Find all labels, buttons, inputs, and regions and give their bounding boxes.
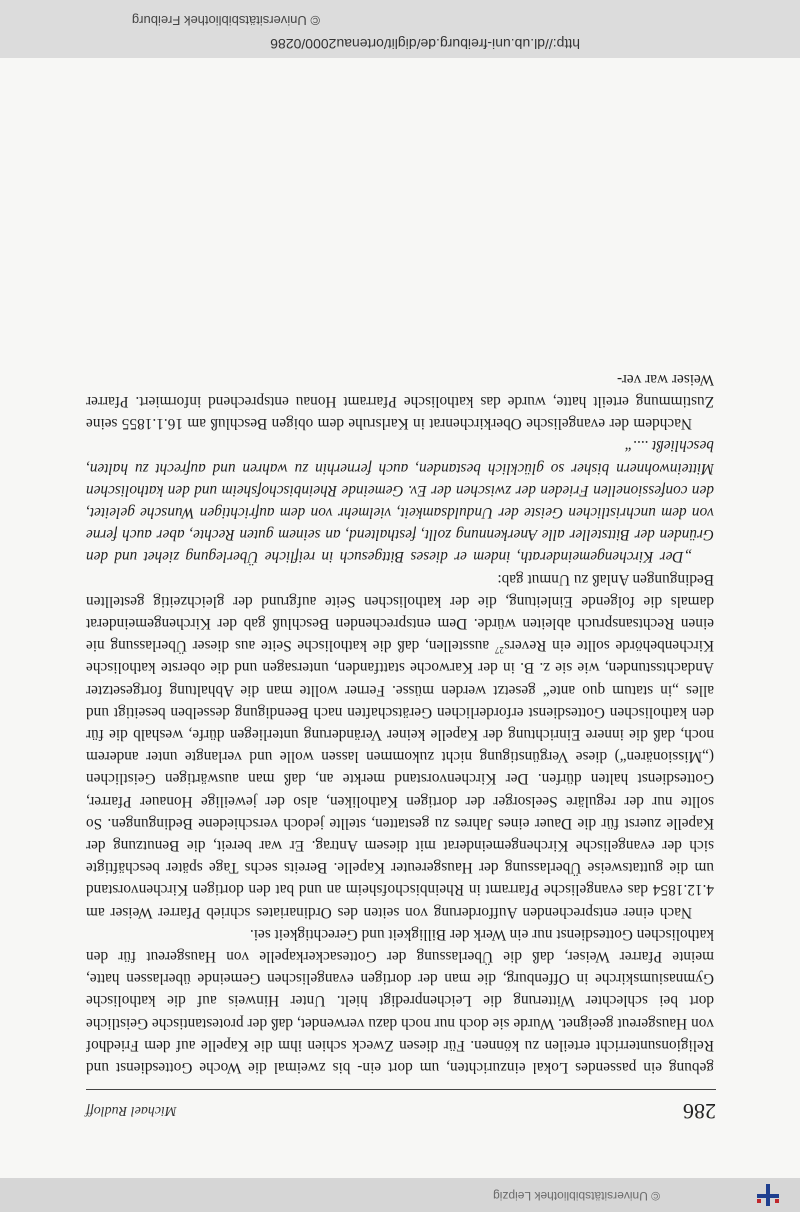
viewer-top-bar [0, 1177, 800, 1212]
library-logo-icon [754, 1184, 782, 1206]
paragraph-part: Nach einer entsprechenden Aufforderung von seiten des Ordinariates schrieb Pfarrer Weiser am 4.12.1854 das evangelische Pfarramt in Rheinbischofsheim an und bat den dortigen Kirchenvorstand um die guttatsweise Überlassung der Hausgereuter Kapelle. Bereits sechs Tage später beschäftigte sich der evangelische Kirchengemeinderat mit diesem Antrag. Er war bereit, die Benutzung der Kapelle zuerst für die Dauer eines Jahres zu gestatten, stellte jedoch verschiedene Bedingungen. So sollte nur der reguläre Seelsorger der dortigen Katholiken, also der jeweilige Honauer Pfarrer, Gottesdienst halten dürfen. Der Kirchenvorstand merkte an, daß man auswärtigen Geistlichen („Missionären“) diese Vergünstigung nicht zukommen lassen wolle und verlangte unter anderem noch, daß die innere Einrichtung der Kapelle keiner Veränderung unterliegen dürfe, weshalb die für den katholischen Gottesdienst erforderlichen Gerätschaften nach Beendigung desselben beseitigt und alles „in statum quo ante“ gesetzt werden müsse. Ferner wollte man die Abhaltung fortgesetzter Andachtsstunden, wie sie z. B. in der Karwoche stattfanden, untersagen und die oberste katholische Kirchenbehörde sollte ein Revers [86, 637, 714, 921]
top-credit: © Universitätsbibliothek Leipzig [493, 1189, 660, 1203]
footnote-ref: 27 [494, 645, 504, 656]
rights-notice: © Universitätsbibliothek Freiburg [131, 13, 320, 28]
block-quote: „Der Kirchengemeinderath, indem er dieses Bittgesuch in reifliche Überlegung ziehet und den Gründen der Bittsteller alle Anerkennung zollt, festhaltend, an seinem guten Rechte, aber auch ferne von dem unchristlichen Geiste der Unduldsamkeit, vielmehr von dem aufrichtigen Wunsche geleitet, den confessionellen Frieden der zwischen der Ev. Gemeinde Rheinbischofsheim und den katholischen Mitteinwohnern bisher so glücklich bestanden, auch fernerhin zu wahren und aufrecht zu halten, beschließt ....“ [86, 437, 714, 566]
paragraph: Nachdem der evangelische Oberkirchenrat in Karlsruhe dem obigen Beschluß am 16.1.1855 seine Zustimmung erteilt hatte, wurde das katholische Pfarramt Honau entsprechend informiert. Pfarrer Weiser war ver- [86, 370, 714, 433]
paragraph: gebung ein passendes Lokal einzurichten, um dort ein- bis zweimal die Woche Gottesdienst und Religionsunterricht erteilen zu können. Für diesen Zweck schien ihm die Kapelle auf dem Friedhof von Hausgereut geeignet. Wurde sie doch nur noch dazu verwendet, daß der protestantische Geistliche dort bei schlechter Witterung die Leichenpredigt hielt. Unter Hinweis auf die katholische Gymnasiumskirche in Offenburg, die man der dortigen evangelischen Gemeinde überlassen hatte, meinte Pfarrer Weiser, daß die Überlassung der Gottesackerkapelle von Hausgereut für den katholischen Gottesdienst nur ein Werk der Billigkeit und Gerechtigkeit sei. [86, 925, 714, 1076]
running-author: Michael Rudloff [86, 1103, 177, 1118]
viewer-bottom-bar [0, 0, 800, 58]
running-header [86, 1089, 716, 1124]
body-text [86, 368, 714, 1079]
page-url-link[interactable]: http://dl.ub.uni-freiburg.de/diglit/ortenau2000/0286 [270, 36, 580, 52]
document-sheet [0, 58, 800, 1178]
page-number: 286 [683, 1099, 716, 1124]
paragraph-part: ausstellen, daß die katholische Seite aus dieser Überlassung nie einen Rechtsanspruch ableiten würde. Dem entsprechenden Beschluß gab der Kirchengemeinderat damals die folgende Einleitung, die der katholischen Seite aufgrund der gleichzeitig gestellten Bedingungen Anlaß zu Unmut gab: [85, 570, 714, 655]
paragraph [86, 567, 714, 922]
